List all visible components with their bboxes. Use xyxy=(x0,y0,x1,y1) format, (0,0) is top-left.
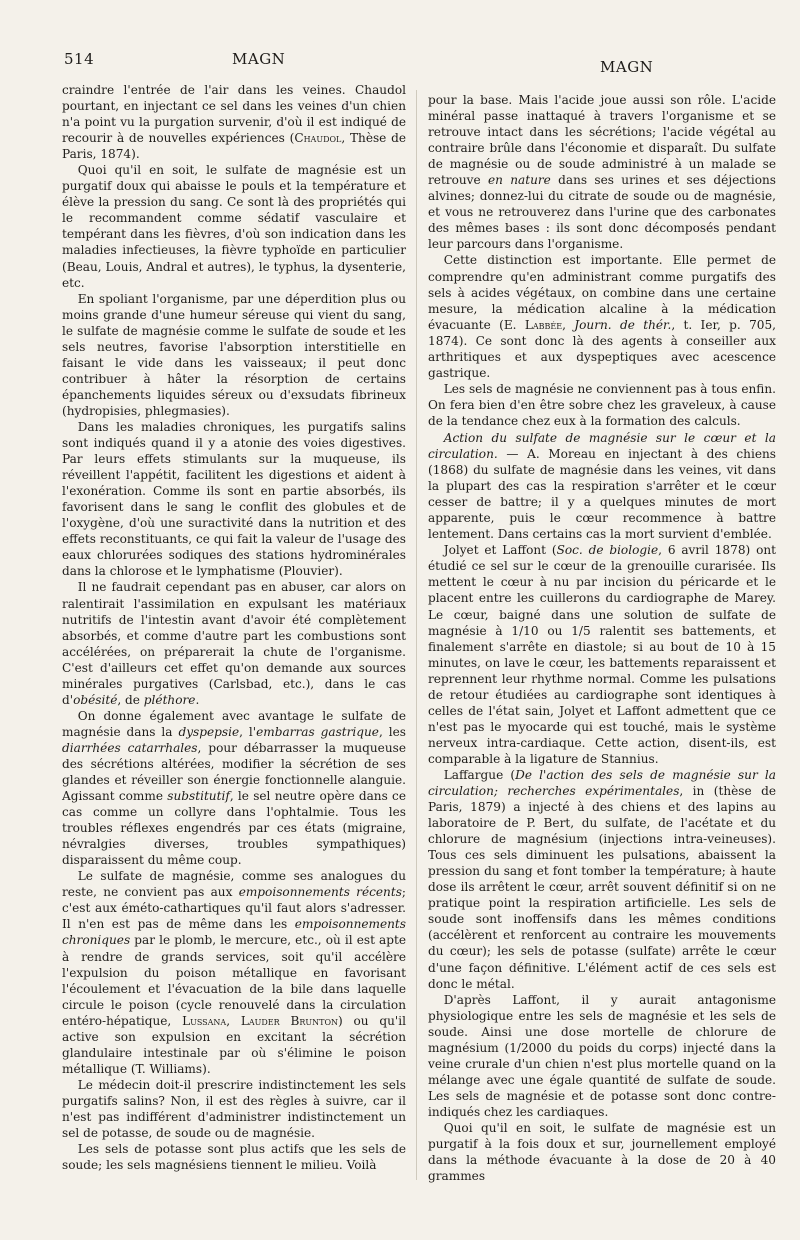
paragraph: Cette distinction est importante. Elle permet de comprendre qu'en administrant comme purgatifs des sels à acides végétaux, on combine dans une certaine mesure, la médication alcaline à la médication évacuante (E. Labbée, Journ. de thér., t. Ier, p. 705, 1874). Ce sont donc là des agents à conseiller aux arthritiques et aux dyspeptiques avec acescence gastrique. xyxy=(428,253,776,380)
paragraph: Quoi qu'il en soit, le sulfate de magnésie est un purgatif à la fois doux et sur, journellement employé dans la méthode évacuante à la dose de 20 à 40 grammes xyxy=(428,1121,776,1184)
paragraph: D'après Laffont, il y aurait antagonisme physiologique entre les sels de magnésie et les sels de soude. Ainsi une dose mortelle de chlorure de magnésium (1/2000 du poids du corps) injecté dans la veine crurale d'un chien n'est plus mortelle quand on la mélange avec une égale quantité de sulfate de soude. Les sels de magnésie et de potasse sont donc contre-indiqués chez les cardiaques. xyxy=(428,992,776,1119)
paragraph: Les sels de magnésie ne conviennent pas à tous enfin. On fera bien d'en être sobre chez les graveleux, à cause de la tendance chez eux à la formation des calculs. xyxy=(428,381,776,428)
paragraph: Jolyet et Laffont (Soc. de biologie, 6 avril 1878) ont étudié ce sel sur le cœur de la grenouille curarisée. Ils mettent le cœur à nu par incision du péricarde et le placent entre les cuillerons du cardiographe de Marey. Le cœur, baigné dans une solution de sulfate de magnésie à 1/10 ou 1/5 ralentit ses battements, et finalement s'arrête en diastole; si au bout de 10 à 15 minutes, on lave le cœur, les battements reparaissent et reprennent leur rhythme normal. Comme les pulsations de retour étudiées au cardiographe sont identiques à celles de l'état sain, Jolyet et Laffont admettent que ce n'est pas le myocarde qui est touché, mais le système nerveux intra-cardiaque. Cette action, disent-ils, est comparable à la ligature de Stannius. xyxy=(428,543,776,766)
right-column xyxy=(428,92,776,1184)
running-head-left: MAGN xyxy=(232,50,286,68)
paragraph: Il ne faudrait cependant pas en abuser, car alors on ralentirait l'assimilation en expulsant les matériaux nutritifs de l'intestin avant d'avoir été complètement absorbés, et comme d'autre part les combustions sont accélérées, on préparerait la chute de l'organisme. C'est d'ailleurs cet effet qu'on demande aux sources minérales purgatives (Carlsbad, etc.), dans le cas d'obésité, de pléthore. xyxy=(62,580,406,707)
column-gutter xyxy=(416,90,417,1180)
section-heading: Action du sulfate de magnésie sur le cœur et la circulation. xyxy=(428,430,776,462)
paragraph: Quoi qu'il en soit, le sulfate de magnésie est un purgatif doux qui abaisse le pouls et la température et élève la pression du sang. Ce sont là des propriétés qui le recommandent comme sédatif vasculaire et tempérant dans les fièvres, d'où son indication dans les maladies infectieuses, la fièvre typhoïde en particulier (Beau, Louis, Andral et autres), le typhus, la dysenterie, etc. xyxy=(62,163,406,290)
page-number: 514 xyxy=(64,50,95,68)
paragraph: craindre l'entrée de l'air dans les veines. Chaudol pourtant, en injectant ce sel dans les veines d'un chien n'a point vu la purgation survenir, d'où il est indiqué de recourir à de nouvelles expériences (Chaudol, Thèse de Paris, 1874). xyxy=(62,83,406,162)
running-head-right: MAGN xyxy=(600,58,654,76)
paragraph: Le médecin doit-il prescrire indistinctement les sels purgatifs salins? Non, il est des règles à suivre, car il n'est pas indifférent d'administrer indistinctement un sel de potasse, de soude ou de magnésie. xyxy=(62,1077,406,1141)
paragraph: Les sels de potasse sont plus actifs que les sels de soude; les sels magnésiens tiennent le milieu. Voilà xyxy=(62,1142,406,1173)
section-heading-paragraph: Action du sulfate de magnésie sur le cœur et la circulation. — A. Moreau en injectant à des chiens (1868) du sulfate de magnésie dans les veines, vit dans la plupart des cas la respiration s'arrêter et le cœur cesser de battre; il y a quelques minutes de mort apparente, puis le cœur recommence à battre lentement. Dans certains cas la mort survient d'emblée. xyxy=(428,430,776,542)
paragraph: Le sulfate de magnésie, comme ses analogues du reste, ne convient pas aux empoisonnements récents; c'est aux éméto-cathartiques qu'il faut alors s'adresser. Il n'en est pas de même dans les empoisonnements chroniques par le plomb, le mercure, etc., où il est apte à rendre de grands services, soit qu'il accélère l'expulsion du poison métallique en favorisant l'écoulement et l'évacuation de la bile dans laquelle circule le poison (cycle renouvelé dans la circulation entéro-hépatique, Lussana, Lauder Brunton) ou qu'il active son expulsion en excitant la sécrétion glandulaire intestinale par où s'élimine le poison métallique (T. Williams). xyxy=(62,869,406,1076)
paragraph: pour la base. Mais l'acide joue aussi son rôle. L'acide minéral passe inattaqué à travers l'organisme et se retrouve intact dans les sécrétions; l'acide végétal au contraire brûle dans l'économie et disparaît. Du sulfate de magnésie ou de soude administré à un malade se retrouve en nature dans ses urines et ses déjections alvines; donnez-lui du citrate de soude ou de magnésie, et vous ne retrouverez dans l'urine que des carbonates des mêmes bases : ils sont donc décomposés pendant leur parcours dans l'organisme. xyxy=(428,93,777,252)
paragraph: En spoliant l'organisme, par une déperdition plus ou moins grande d'une humeur séreuse qui vient du sang, le sulfate de magnésie comme le sulfate de soude et les sels neutres, favorise l'absorption interstitielle en faisant le vide dans les vaisseaux; il peut donc contribuer à hâter la résorption de certains épanchements liquides séreux ou d'exsudats fibrineux (hydropisies, phlegmasies). xyxy=(62,291,406,418)
left-column xyxy=(62,82,406,1173)
paragraph: On donne également avec avantage le sulfate de magnésie dans la dyspepsie, l'embarras gastrique, les diarrhées catarrhales, pour débarrasser la muqueuse des sécrétions altérées, modifier la sécrétion de ses glandes et réveiller son énergie fonctionnelle alanguie. Agissant comme substitutif, le sel neutre opère dans ce cas comme un collyre dans l'ophtalmie. Tous les troubles réflexes engendrés par ces états (migraine, névralgies diverses, troubles sympathiques) disparaissent du même coup. xyxy=(62,708,406,868)
paragraph: Dans les maladies chroniques, les purgatifs salins sont indiqués quand il y a atonie des voies digestives. Par leurs effets stimulants sur la muqueuse, ils réveillent l'appétit, facilitent les digestions et aident à l'exonération. Comme ils sont en partie absorbés, ils favorisent dans le sang le conflit des globules et de l'oxygène, d'où une suractivité dans la nutrition et des effets reconstituants, ce qui fait la valeur de l'usage des eaux chlorurées sodiques des stations hydrominérales dans la chlorose et le lymphatisme (Plouvier). xyxy=(62,419,406,579)
paragraph: Laffargue (De l'action des sels de magnésie sur la circulation; recherches expérimentales, in (thèse de Paris, 1879) a injecté à des chiens et des lapins au laboratoire de P. Bert, du sulfate, de l'acétate et du chlorure de magnésium (injections intra-veineuses). Tous ces sels diminuent les pulsations, abaissent la pression du sang et font tomber la température; à haute dose ils arrêtent le cœur, arrêt souvent définitif si on ne pratique point la respiration artificielle. Les sels de soude sont inoffensifs dans les mêmes conditions (accélèrent et renforcent au contraire les mouvements du cœur); les sels de potasse (sulfate) arrête le cœur d'une façon définitive. L'élément actif de ces sels est donc le métal. xyxy=(428,767,776,991)
